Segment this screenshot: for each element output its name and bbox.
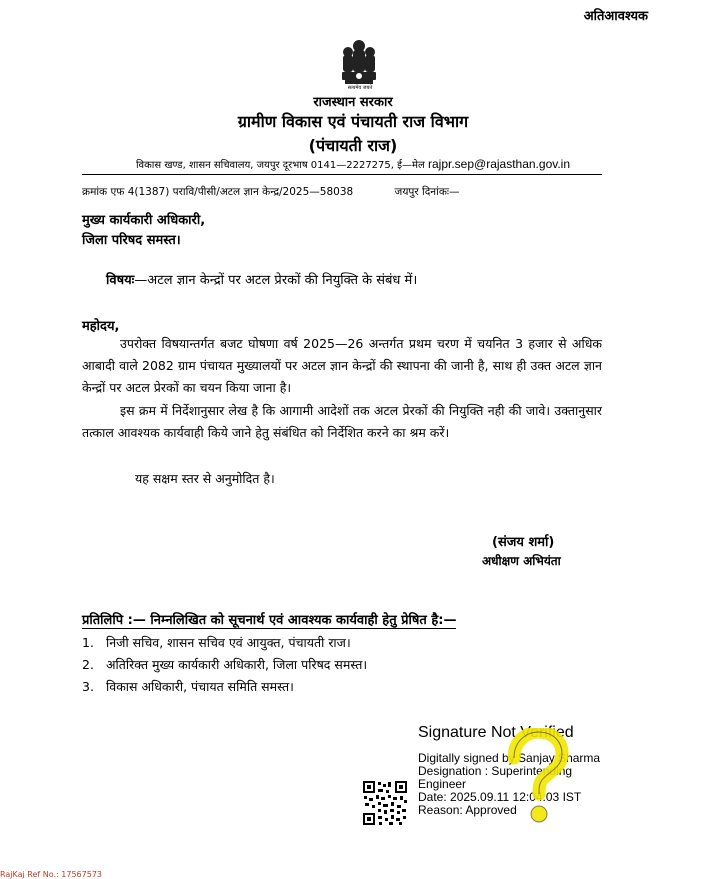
signature-designation-cont: Engineer: [418, 777, 467, 791]
addressee-line-1: मुख्य कार्यकारी अधिकारी,: [82, 213, 206, 228]
signature-designation: Designation : Superintending: [418, 764, 573, 778]
header-divider: [82, 174, 602, 175]
reference-line: [82, 185, 460, 199]
signature-status: Signature Not Verified: [418, 724, 574, 741]
salutation: महोदय,: [82, 319, 120, 334]
signature-signed-by: Digitally signed by Sanjay Sharma: [418, 751, 601, 765]
list-item: 2. अतिरिक्त मुख्य कार्यकारी अधिकारी, जिला परिषद समस्त।: [82, 657, 368, 672]
signatory-designation: अधीक्षण अभियंता: [482, 554, 561, 568]
question-mark-icon: [500, 728, 570, 828]
copy-list: [82, 632, 367, 698]
signature-date: Date: 2025.09.11 12:04:03 IST: [418, 790, 582, 804]
qr-code-icon: [362, 780, 408, 826]
addressee-line-2: जिला परिषद समस्त।: [82, 233, 181, 248]
approval-note: यह सक्षम स्तर से अनुमोदित है।: [135, 471, 275, 486]
signatory-name: (संजय शर्मा): [492, 535, 555, 550]
copy-heading-text: प्रतिलिपि :— निम्नलिखित को सूचनार्थ एवं आवश्यक कार्यवाही हेतु प्रेषित है:—: [82, 613, 457, 628]
footer-reference: RajKaj Ref No.: 17567573: [0, 870, 102, 879]
government-name: राजस्थान सरकार: [313, 95, 393, 110]
emblem-caption: सत्यमेव जयते: [347, 85, 373, 91]
copy-heading: [82, 610, 456, 628]
office-address: [0, 157, 706, 171]
sub-department: (पंचायती राज): [308, 136, 398, 155]
list-item: 3. विकास अधिकारी, पंचायत समिति समस्त।: [82, 679, 294, 694]
reference-number: क्रमांक एफ 4(1387) परावि/पीसी/अटल ज्ञान केन्द्र/2025—58038: [82, 186, 354, 198]
urgency-label: अतिआवश्यक: [583, 9, 648, 24]
subject-text: —अटल ज्ञान केन्द्रों पर अटल प्रेरकों की नियुक्ति के संबंध में।: [134, 273, 418, 288]
subject-line: [106, 270, 417, 288]
body-paragraph-2: इस क्रम में निर्देशानुसार लेख है कि आगामी आदेशों तक अटल प्रेरकों की नियुक्ति नही की जावे। उक्तानुसार तत्काल आवश्यक कार्यवाही किये जाने हेतु संबंधित को निर्देशित करने का श्रम करें।: [82, 403, 602, 440]
email-address: rajpr.sep@rajasthan.gov.in: [427, 157, 571, 171]
body-paragraph-1: उपरोक्त विषयान्तर्गत बजट घोषणा वर्ष 2025—26 अन्तर्गत प्रथम चरण में चयनित 3 हजार से अधिक आबादी वाले 2082 ग्राम पंचायत मुख्यालयों पर अटल ज्ञान केन्द्रों की स्थापना की जानी है, साथ ही उक्त अटल ज्ञान केन्द्रों पर अटल प्रेरकों का चयन किया जाना है।: [82, 336, 602, 395]
signature-reason: Reason: Approved: [418, 803, 517, 817]
address-text: विकास खण्ड, शासन सचिवालय, जयपुर दूरभाष 0141—2227275, ई—मेल: [135, 160, 425, 171]
subject-label: विषयः: [106, 273, 135, 288]
department-name: ग्रामीण विकास एवं पंचायती राज विभाग: [237, 112, 469, 131]
reference-date: जयपुर दिनांकः—: [394, 186, 460, 198]
list-item: 1. निजी सचिव, शासन सचिव एवं आयुक्त, पंचायती राज।: [82, 635, 351, 650]
